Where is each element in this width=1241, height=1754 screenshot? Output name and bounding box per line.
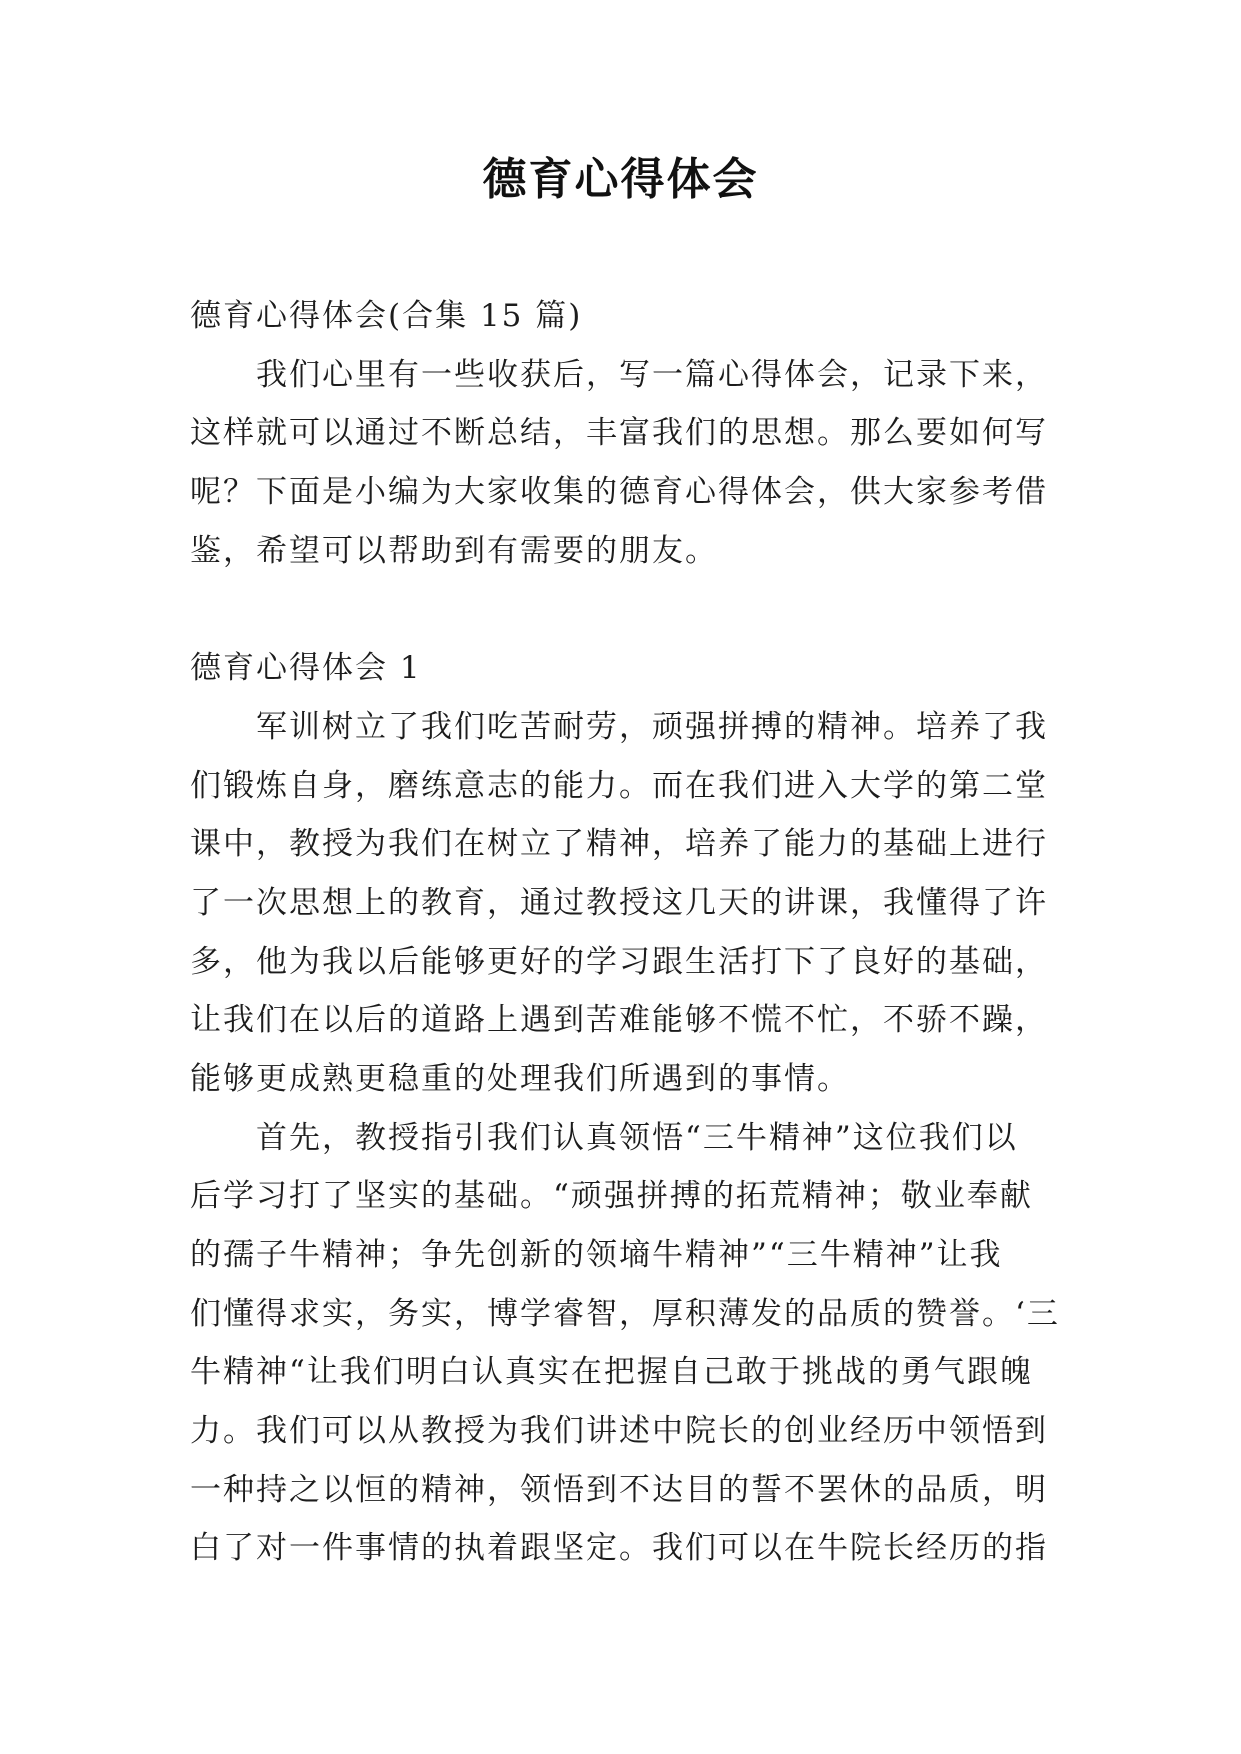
paragraph-line: 能够更成熟更稳重的处理我们所遇到的事情。 <box>190 1060 850 1097</box>
paragraph-line: 后学习打了坚实的基础。“顽强拼搏的拓荒精神；敬业奉献 <box>190 1178 1033 1215</box>
intro-line: 呢？下面是小编为大家收集的德育心得体会，供大家参考借 <box>190 474 1048 511</box>
document-body <box>190 287 1090 1578</box>
intro-paragraph <box>190 346 1090 581</box>
paragraph-line: 一种持之以恒的精神，领悟到不达目的誓不罢休的品质，明 <box>190 1471 1048 1508</box>
intro-line: 这样就可以通过不断总结，丰富我们的思想。那么要如何写 <box>190 415 1048 452</box>
paragraph-line: 们锻炼自身，磨练意志的能力。而在我们进入大学的第二堂 <box>190 767 1048 804</box>
document-title: 德育心得体会 <box>482 154 759 205</box>
paragraph-line: 牛精神“让我们明白认真实在把握自己敢于挑战的勇气跟魄 <box>190 1354 1033 1391</box>
paragraph-line: 军训树立了我们吃苦耐劳，顽强拼搏的精神。培养了我 <box>256 708 1048 745</box>
paragraph-line: 们懂得求实，务实，博学睿智，厚积薄发的品质的赞誉。‘三 <box>190 1295 1060 1332</box>
paragraph-line: 了一次思想上的教育，通过教授这几天的讲课，我懂得了许 <box>190 884 1048 921</box>
collection-heading: 德育心得体会(合集 15 篇) <box>190 298 583 334</box>
paragraph-line: 的孺子牛精神；争先创新的领墒牛精神”“三牛精神”让我 <box>190 1237 1003 1273</box>
section-paragraph <box>190 1109 1090 1579</box>
paragraph-line: 多，他为我以后能够更好的学习跟生活打下了良好的基础， <box>190 943 1048 980</box>
paragraph-line: 白了对一件事情的执着跟坚定。我们可以在牛院长经历的指 <box>190 1530 1048 1567</box>
paragraph-line: 首先，教授指引我们认真领悟“三牛精神”这位我们以 <box>256 1119 1018 1156</box>
paragraph-line: 力。我们可以从教授为我们讲述中院长的创业经历中领悟到 <box>190 1413 1048 1450</box>
paragraph-line: 让我们在以后的道路上遇到苦难能够不慌不忙，不骄不躁， <box>190 1002 1048 1039</box>
paragraph-line: 课中，教授为我们在树立了精神，培养了能力的基础上进行 <box>190 826 1048 863</box>
section-paragraph <box>190 698 1090 1109</box>
section-heading: 德育心得体会 1 <box>190 650 422 687</box>
intro-line: 我们心里有一些收获后，写一篇心得体会，记录下来， <box>256 356 1048 393</box>
section-1 <box>190 639 1090 1578</box>
intro-line: 鉴，希望可以帮助到有需要的朋友。 <box>190 532 718 569</box>
